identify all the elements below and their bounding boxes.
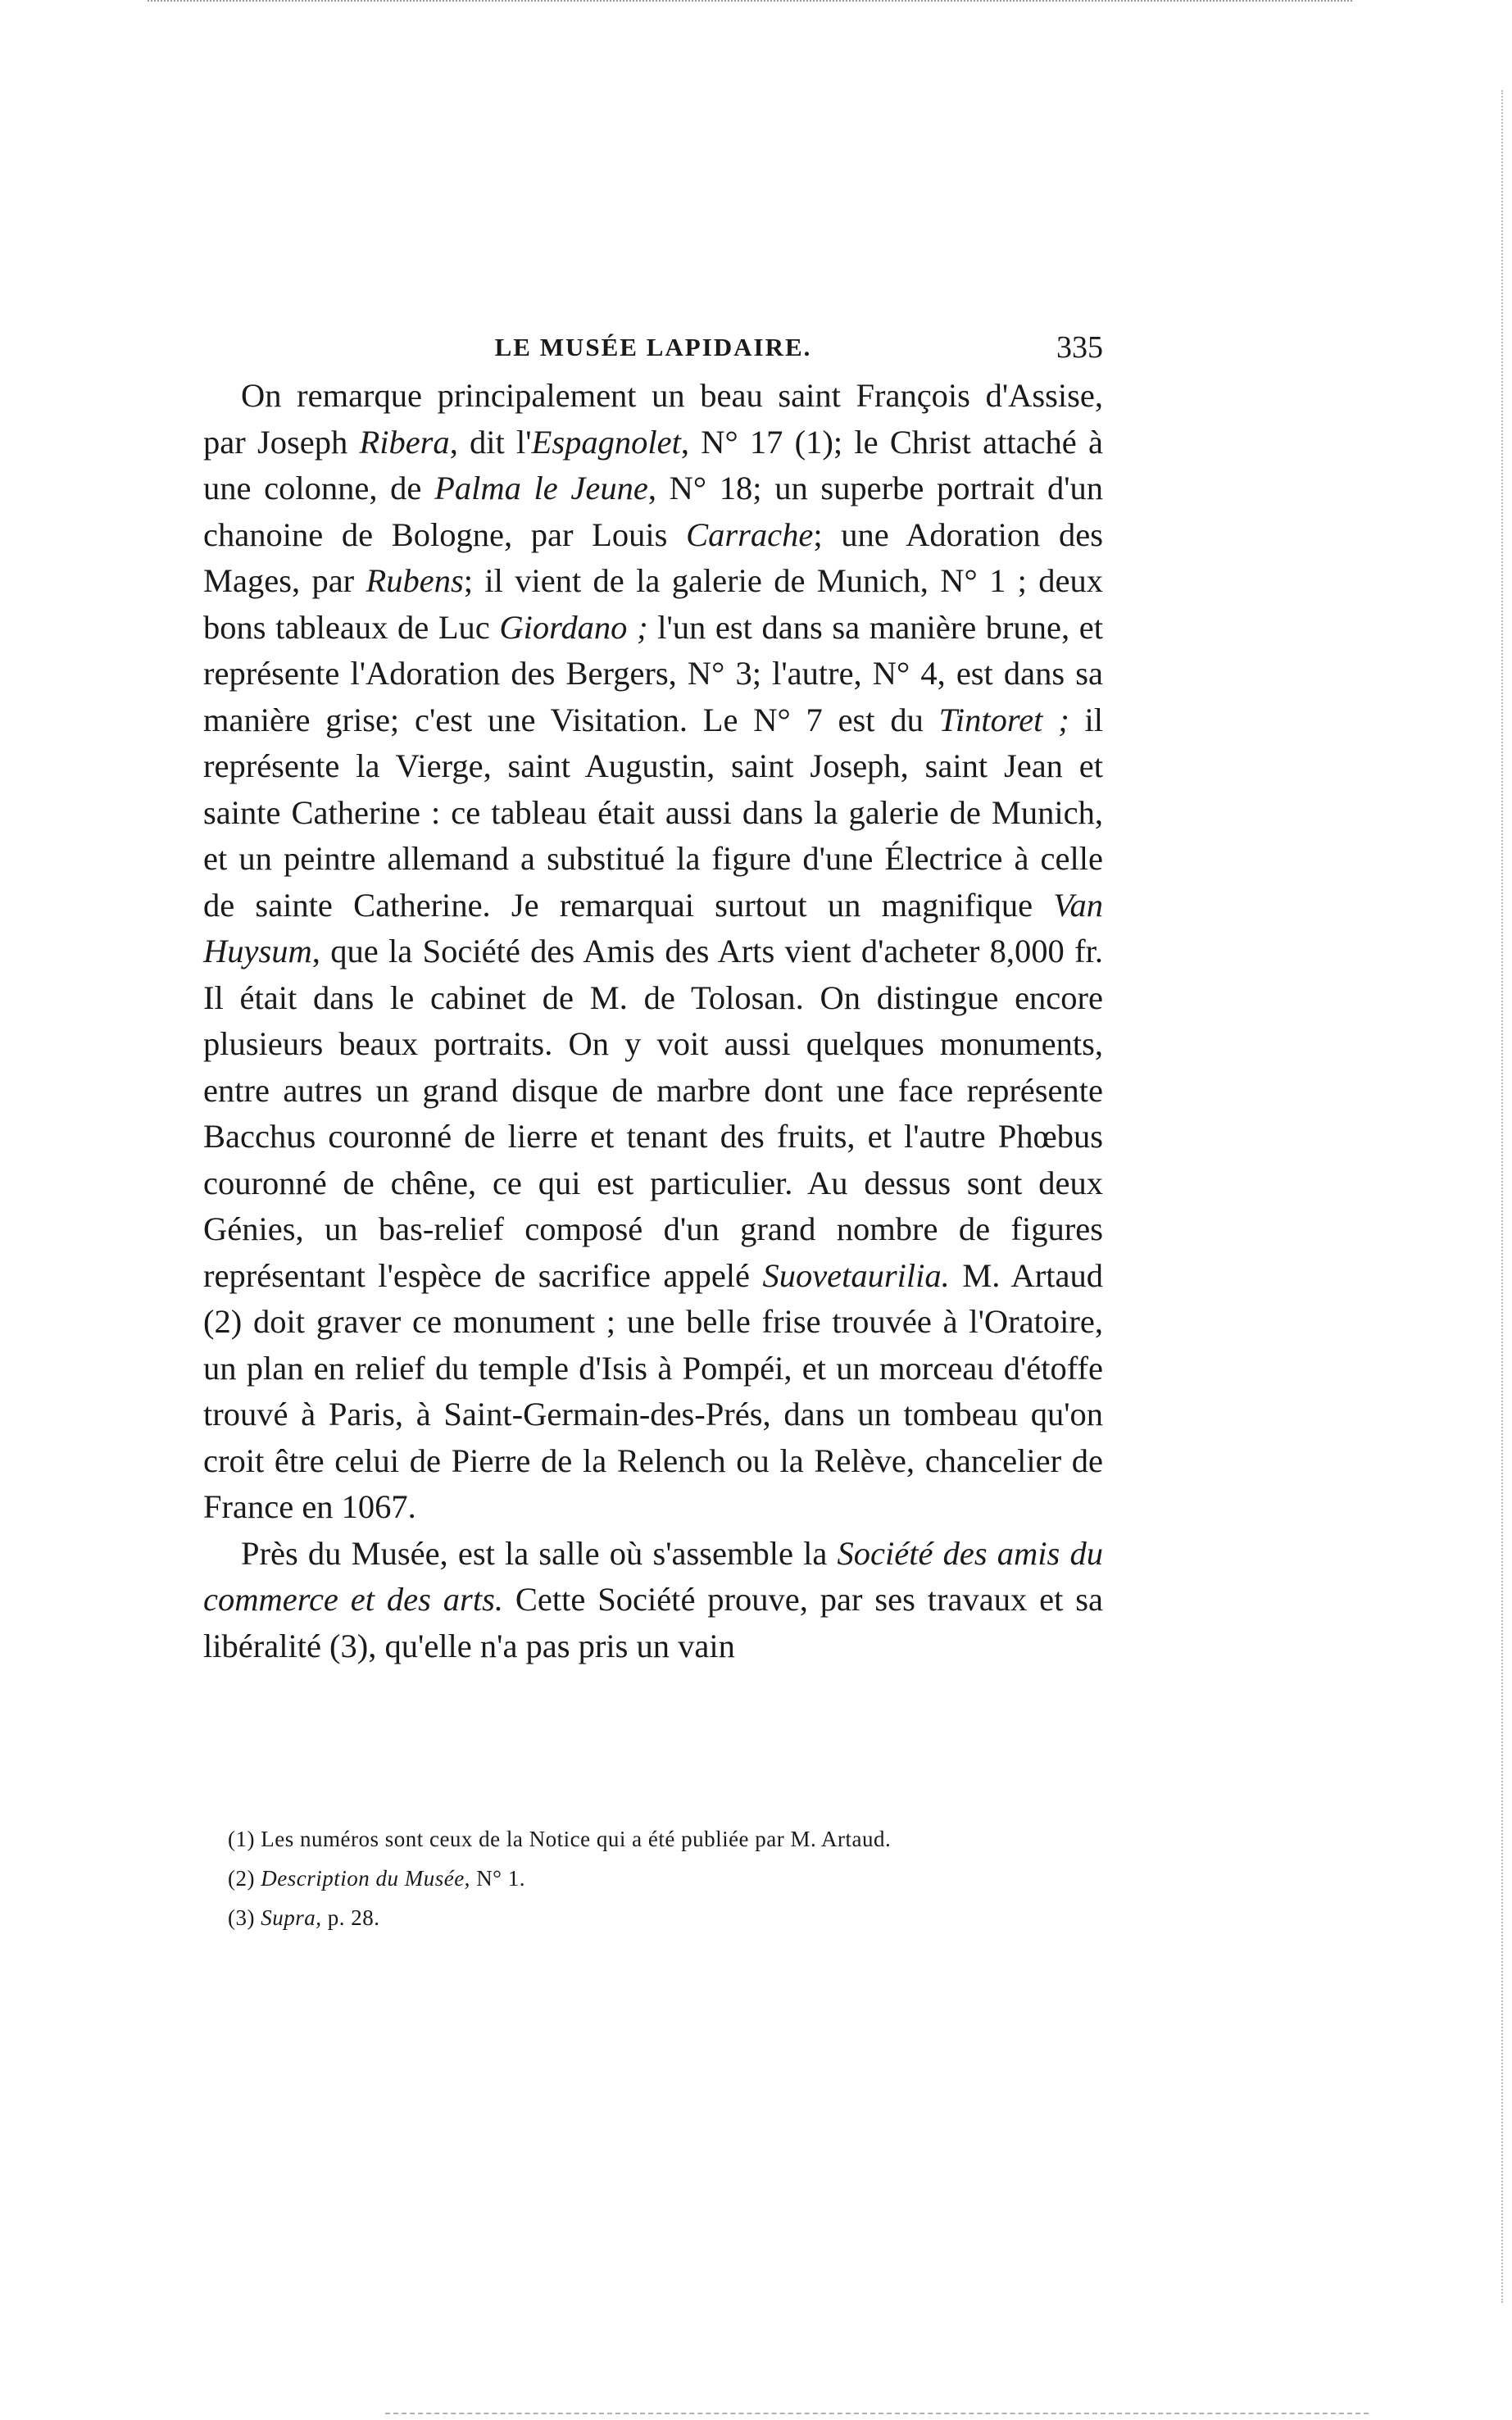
italic-societe-des-amis: Société des amis du commerce et des arts. <box>203 1534 1103 1618</box>
paragraph-1-text: l'un est dans sa manière brune, et représente l'Adoration des Bergers, N° 3; l'autre, N° 4, est dans sa manière grise; c'est une Visitation. Le N° 7 est du <box>203 608 1103 738</box>
footnote-1 <box>228 1819 1103 1859</box>
paragraph-1-text: M. Artaud (2) doit graver ce monument ; une belle frise trouvée à l'Oratoire, un plan en relief du temple d'Isis à Pompéi, et un morceau d'étoffe trouvé à Paris, à Saint-Germain-des-Prés, dans un tombeau qu'on croit être celui de Pierre de la Relench ou la Relève, chancelier de France en 1067. <box>203 1256 1103 1525</box>
footnote-2-text: N° 1. <box>470 1866 525 1891</box>
paragraph-1-text: , N° 18; un superbe portrait d'un chanoine de Bologne, par Louis <box>203 470 1103 553</box>
paragraph-1-text: On remarque principalement un beau saint François d'Assise, par Joseph <box>203 377 1103 461</box>
footnote-1-mark: (1) <box>228 1827 255 1851</box>
footnote-3-italic: Supra, <box>254 1905 322 1930</box>
italic-giordano: Giordano ; <box>499 608 648 646</box>
footnote-3-mark: (3) <box>228 1905 255 1930</box>
footnote-2-mark: (2) <box>228 1866 255 1891</box>
paragraph-2-text: Cette Société prouve, par ses travaux et sa libéralité (3), qu'elle n'a pas pris un vain <box>203 1581 1103 1664</box>
paragraph-2 <box>203 1531 1103 1670</box>
running-head-title: LE MUSÉE LAPIDAIRE. <box>494 333 812 361</box>
footnote-3 <box>228 1898 1103 1937</box>
paragraph-1-text: , dit l' <box>449 423 532 461</box>
footnote-2 <box>228 1859 1103 1898</box>
italic-palma-le-jeune: Palma le Jeune <box>434 470 648 506</box>
footnote-2-italic: Description du Musée, <box>254 1866 470 1891</box>
scan-artifact-right-edge <box>1501 90 1505 2303</box>
paragraph-1 <box>203 373 1103 1531</box>
paragraph-1-text: ; une Adoration des Mages, par <box>203 515 1103 599</box>
paragraph-2-text: Près du Musée, est la salle où s'assemble la <box>241 1534 838 1572</box>
footnotes <box>228 1819 1103 1937</box>
italic-suovetaurilia: Suovetaurilia. <box>762 1256 950 1294</box>
page-number: 335 <box>1056 330 1103 365</box>
paragraph-1-text: , que la Société des Amis des Arts vient d'acheter 8,000 fr. Il était dans le cabinet de M. de Tolosan. On distingue encore plusieurs beaux portraits. On y voit aussi quelques monuments, entre autres un grand disque de marbre dont une face représente Bacchus couronné de lierre et tenant des fruits, et l'autre Phœbus couronné de chêne, ce qui est particulier. Au dessus sont deux Génies, un bas-relief composé d'un grand nombre de figures représentant l'espèce de sacrifice appelé <box>203 933 1103 1294</box>
paragraph-1-text: ; il vient de la galerie de Munich, N° 1 ; deux bons tableaux de Luc <box>203 562 1103 646</box>
paragraph-1-text: il représente la Vierge, saint Augustin, saint Joseph, saint Jean et sainte Catherine : ce tableau était aussi dans la galerie de Munich, et un peintre allemand a substitué la figure d'une Électrice à celle de sainte Catherine. Je remarquai surtout un magnifique <box>203 701 1103 924</box>
italic-carrache: Carrache <box>686 515 814 553</box>
footnote-1-text: Les numéros sont ceux de la Notice qui a été publiée par M. Artaud. <box>254 1827 892 1851</box>
italic-espagnolet: Espagnolet <box>531 423 681 461</box>
italic-rubens: Rubens <box>366 562 464 599</box>
italic-tintoret: Tintoret ; <box>938 701 1069 738</box>
running-head <box>203 329 1103 370</box>
footnote-3-text: p. 28. <box>321 1905 380 1930</box>
italic-ribera: Ribera <box>359 423 450 461</box>
scan-artifact-bottom <box>385 2413 1369 2418</box>
main-text <box>203 373 1103 1669</box>
italic-van-huysum: Van Huysum <box>203 886 1103 969</box>
paragraph-1-text: , N° 17 (1); le Christ attaché à une colonne, de <box>203 423 1103 506</box>
scan-artifact-top <box>148 0 1352 7</box>
